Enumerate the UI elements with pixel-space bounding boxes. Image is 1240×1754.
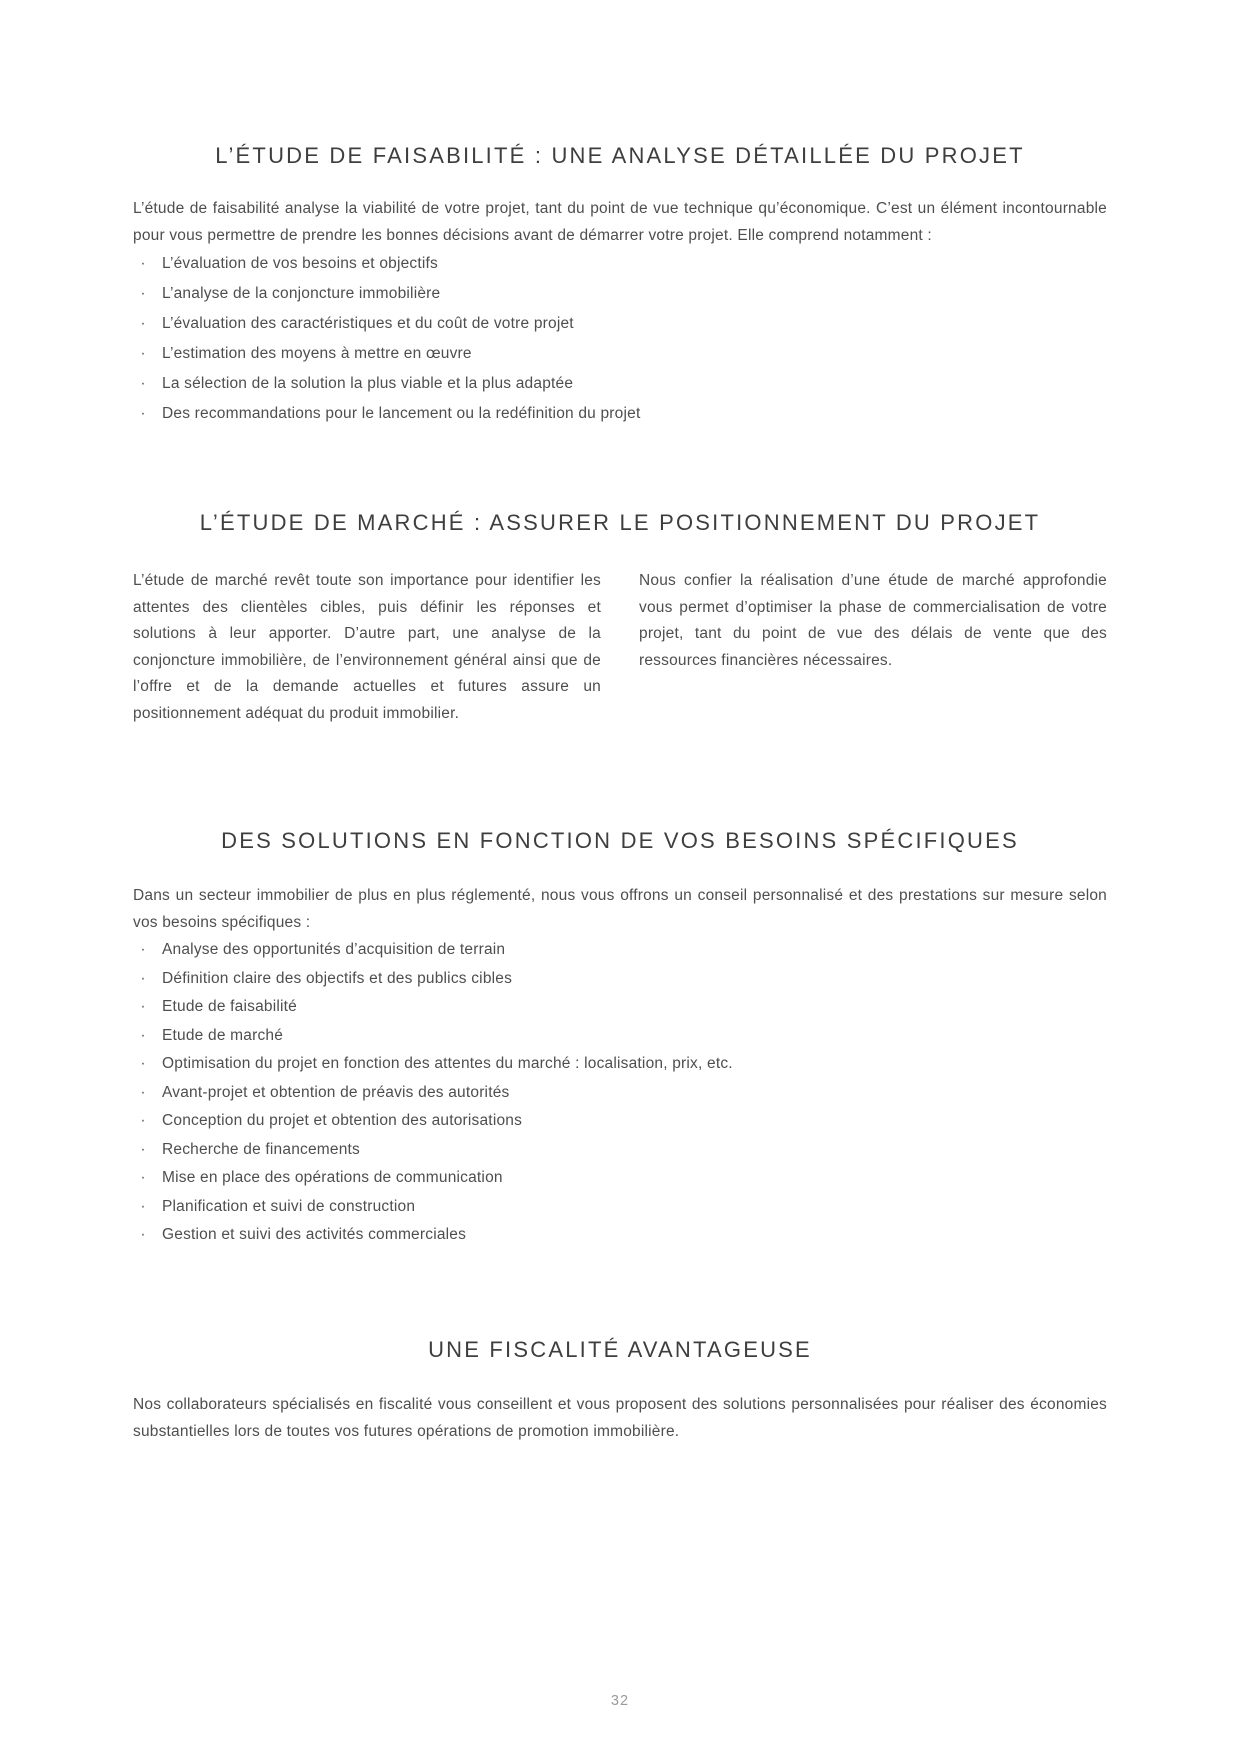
list-item-text: L’évaluation de vos besoins et objectifs bbox=[162, 255, 438, 272]
section-title-faisabilite: L’ÉTUDE DE FAISABILITÉ : UNE ANALYSE DÉTAILLÉE DU PROJET bbox=[215, 143, 1025, 168]
list-item bbox=[139, 249, 1107, 279]
bullet-icon: · bbox=[140, 1083, 146, 1101]
list-item-text: Gestion et suivi des activités commerciales bbox=[162, 1226, 467, 1243]
list-item bbox=[139, 1193, 1107, 1222]
bullet-icon: · bbox=[140, 941, 146, 958]
bullet-icon: · bbox=[140, 255, 146, 272]
list-item bbox=[139, 279, 1107, 309]
list-item bbox=[139, 1079, 1107, 1108]
list-item-text: Planification et suivi de construction bbox=[162, 1197, 416, 1215]
list-item bbox=[139, 993, 1107, 1022]
list-item bbox=[139, 399, 1107, 429]
page-number: 32 bbox=[610, 1693, 630, 1709]
list-item bbox=[139, 1221, 1107, 1250]
list-item bbox=[139, 1022, 1107, 1051]
list-item bbox=[139, 309, 1107, 339]
list-item bbox=[139, 1107, 1107, 1136]
list-item-text: Conception du projet et obtention des autorisations bbox=[162, 1112, 523, 1129]
section-etude-marche bbox=[133, 509, 1107, 727]
section-intro-solutions: Dans un secteur immobilier de plus en plus réglementé, nous vous offrons un conseil personnalisé et des prestations sur mesure selon vos besoins spécifiques : bbox=[133, 887, 1107, 931]
list-item-text: L’estimation des moyens à mettre en œuvre bbox=[162, 345, 472, 362]
list-item-text: Etude de marché bbox=[162, 1026, 284, 1044]
list-item bbox=[139, 965, 1107, 994]
list-item-text: Des recommandations pour le lancement ou la redéfinition du projet bbox=[162, 405, 641, 422]
list-item-text: Analyse des opportunités d’acquisition de terrain bbox=[162, 941, 506, 958]
bullet-icon: · bbox=[140, 405, 146, 422]
bullet-icon: · bbox=[140, 345, 146, 362]
bullet-icon: · bbox=[140, 285, 146, 302]
section-intro-fiscalite: Nos collaborateurs spécialisés en fiscalité vous conseillent et vous proposent des solutions personnalisées pour réaliser des économies substantielles lors de toutes vos futures opérations de promotion immobilière. bbox=[133, 1395, 1107, 1440]
column-right: Nous confier la réalisation d’une étude de marché approfondie vous permet d’optimiser la phase de commercialisation de votre projet, tant du point de vue des délais de vente que des ressources financières nécessaires. bbox=[639, 572, 1107, 669]
list-item-text: Recherche de financements bbox=[162, 1140, 361, 1158]
list-item-text: L’évaluation des caractéristiques et du coût de votre projet bbox=[162, 315, 574, 332]
section-title-marche: L’ÉTUDE DE MARCHÉ : ASSURER LE POSITIONNEMENT DU PROJET bbox=[199, 510, 1041, 535]
section-solutions bbox=[133, 827, 1107, 1250]
bullet-icon: · bbox=[140, 969, 146, 987]
bullet-icon: · bbox=[140, 1112, 146, 1129]
list-item bbox=[139, 1164, 1107, 1193]
list-item-text: Optimisation du projet en fonction des attentes du marché : localisation, prix, etc. bbox=[162, 1055, 733, 1072]
two-column-text bbox=[133, 568, 1107, 727]
section-intro-faisabilite: L’étude de faisabilité analyse la viabilité de votre projet, tant du point de vue technique qu’économique. C’est un élément incontournable pour vous permettre de prendre les bonnes décisions avant de démarrer votre projet. Elle comprend notamment : bbox=[133, 200, 1107, 244]
section-title-fiscalite: UNE FISCALITÉ AVANTAGEUSE bbox=[428, 1336, 812, 1362]
list-item bbox=[139, 339, 1107, 369]
list-item-text: Définition claire des objectifs et des publics cibles bbox=[162, 969, 513, 987]
bullet-icon: · bbox=[140, 1140, 146, 1158]
bullet-list-solutions bbox=[133, 936, 1107, 1250]
bullet-icon: · bbox=[140, 1169, 146, 1186]
section-etude-faisabilite bbox=[133, 0, 1107, 429]
list-item bbox=[139, 1050, 1107, 1079]
bullet-icon: · bbox=[140, 1055, 146, 1072]
bullet-icon: · bbox=[140, 315, 146, 332]
list-item bbox=[139, 936, 1107, 965]
list-item-text: La sélection de la solution la plus viable et la plus adaptée bbox=[162, 375, 574, 392]
page-content bbox=[133, 0, 1107, 1445]
bullet-list-faisabilite bbox=[133, 249, 1107, 429]
list-item bbox=[139, 1136, 1107, 1165]
bullet-icon: · bbox=[140, 1026, 146, 1044]
bullet-icon: · bbox=[140, 1197, 146, 1215]
section-fiscalite bbox=[133, 1336, 1107, 1445]
list-item bbox=[139, 369, 1107, 399]
column-left: L’étude de marché revêt toute son importance pour identifier les attentes des clientèles cibles, puis définir les réponses et solutions à leur apporter. D’autre part, une analyse de la conjoncture immobilière, de l’environnement général ainsi que de l’offre et de la demande actuelles et futures assure un positionnement adéquat du produit immobilier. bbox=[133, 572, 601, 722]
bullet-icon: · bbox=[140, 998, 146, 1015]
list-item-text: Avant-projet et obtention de préavis des autorités bbox=[162, 1083, 510, 1101]
section-title-solutions: DES SOLUTIONS EN FONCTION DE VOS BESOINS SPÉCIFIQUES bbox=[221, 828, 1019, 853]
bullet-icon: · bbox=[140, 1226, 146, 1243]
bullet-icon: · bbox=[140, 375, 146, 392]
list-item-text: Etude de faisabilité bbox=[162, 998, 297, 1015]
list-item-text: L’analyse de la conjoncture immobilière bbox=[162, 285, 441, 302]
list-item-text: Mise en place des opérations de communication bbox=[162, 1169, 503, 1186]
